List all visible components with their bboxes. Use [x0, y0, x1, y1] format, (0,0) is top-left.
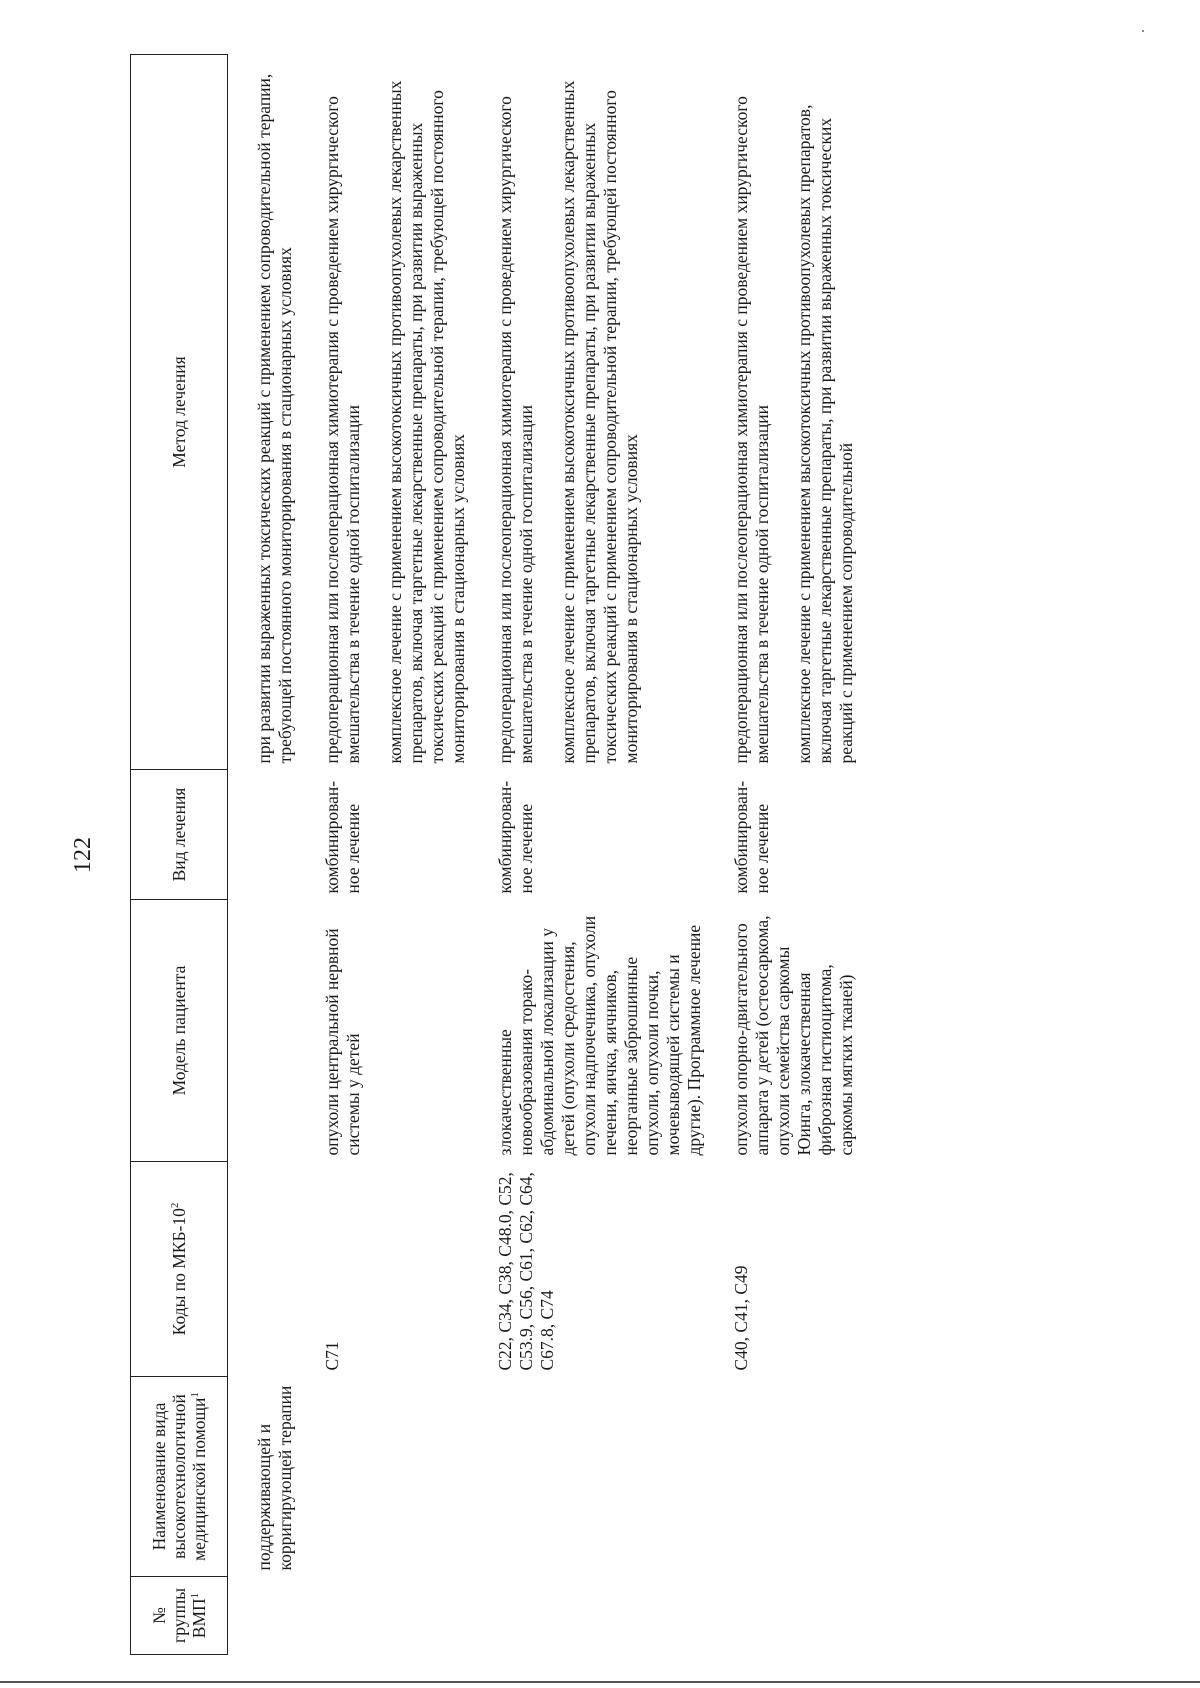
rotated-page [70, 55, 1150, 1655]
cell-method [228, 55, 297, 770]
cell-name [469, 1377, 705, 1577]
cell-model: опухоли опорно-двигательного аппарата у детей (остеосаркома, опухоли семейства саркомы Юинга, злокачественная фиброзная гистиоцитома, саркомы мягких тканей) [731, 915, 856, 1156]
cell-type [228, 770, 297, 900]
method-text: комплексное лечение с применением высокотоксичных противоопухолевых препаратов, включая таргетные лекарственные препараты, при развитии выраженных токсических реакций с применением сопроводительной [794, 104, 856, 764]
cell-type: комбинирован-ное лечение [322, 780, 363, 894]
cell-num [228, 1577, 297, 1655]
cell-type: комбинирован-ное лечение [495, 780, 536, 894]
method-text: предоперационная или послеоперационная химиотерапия с проведением хирургического вмешательства в течение одной госпитализации [322, 96, 363, 764]
cell-method [296, 55, 469, 770]
cell-name: поддерживающей и корригирующей терапии [254, 1385, 295, 1571]
method-text: комплексное лечение с применением высокотоксичных противоопухолевых лекарственных препаратов, включая таргетные лекарственные препараты, при развитии выраженных токсических реакций с применением сопроводительной терапии, требующей постоянного мониторирования в стационарных условиях [558, 80, 641, 764]
method-text: комплексное лечение с применением высокотоксичных противоопухолевых лекарственных препаратов, включая таргетные лекарственные препараты, при развитии выраженных токсических реакций с применением сопроводительной терапии, требующей постоянного мониторирования в стационарных условиях [385, 80, 468, 764]
cell-codes [228, 1162, 297, 1377]
cell-name [705, 1377, 857, 1577]
cell-name [296, 1377, 469, 1577]
cell-method [705, 55, 857, 770]
cell-type: комбинирован-ное лечение [731, 780, 772, 894]
cell-num [705, 1577, 857, 1655]
cell-codes: C71 [322, 1341, 342, 1371]
table-row [296, 55, 469, 1655]
method-text: предоперационная или послеоперационная химиотерапия с проведением хирургического вмешательства в течение одной госпитализации [495, 96, 536, 764]
header-row [131, 55, 228, 1655]
table-row [228, 55, 297, 1655]
header-care-type-name: Наименование вида высокотехнологичной медицинской помощи$^1$ [131, 1377, 228, 1577]
table-row [705, 55, 857, 1655]
header-patient-model: Модель пациента [131, 900, 228, 1162]
method-text: при развитии выраженных токсических реакций с применением сопроводительной терапии, требующей постоянного мониторирования в стационарных условиях [254, 73, 295, 764]
cell-model: злокачественные новообразования торако-абдоминальной локализации у детей (опухоли средостения, опухоли надпочечника, опухоли печени, яичка, яичников, неорганные забрюшинные опухоли, опухоли почки, мочевыводящей системы и другие). Программное лечение [495, 915, 704, 1156]
method-text: предоперационная или послеоперационная химиотерапия с проведением хирургического вмешательства в течение одной госпитализации [731, 96, 772, 764]
cell-codes: C22, C34, C38, C48.0, C52, C53.9, C56, C61, C62, C64, C67.8, C74 [495, 1172, 557, 1371]
scan-speck [1142, 30, 1144, 32]
cell-model: опухоли центральной нервной системы у детей [322, 928, 363, 1156]
cell-codes: C40, C41, C49 [731, 1265, 751, 1371]
header-icd-codes: Коды по МКБ-$10^2$ [131, 1162, 228, 1377]
page-number: 122 [70, 837, 96, 873]
header-group-number: № группы ВМП$^1$ [131, 1577, 228, 1655]
table-row [469, 55, 705, 1655]
cell-num [296, 1577, 469, 1655]
vmp-table [130, 54, 857, 1655]
header-treatment-method: Метод лечения [131, 55, 228, 770]
header-treatment-type: Вид лечения [131, 770, 228, 900]
scan-edge-line [0, 1681, 1200, 1683]
cell-num [469, 1577, 705, 1655]
cell-method [469, 55, 705, 770]
cell-model [228, 900, 297, 1162]
